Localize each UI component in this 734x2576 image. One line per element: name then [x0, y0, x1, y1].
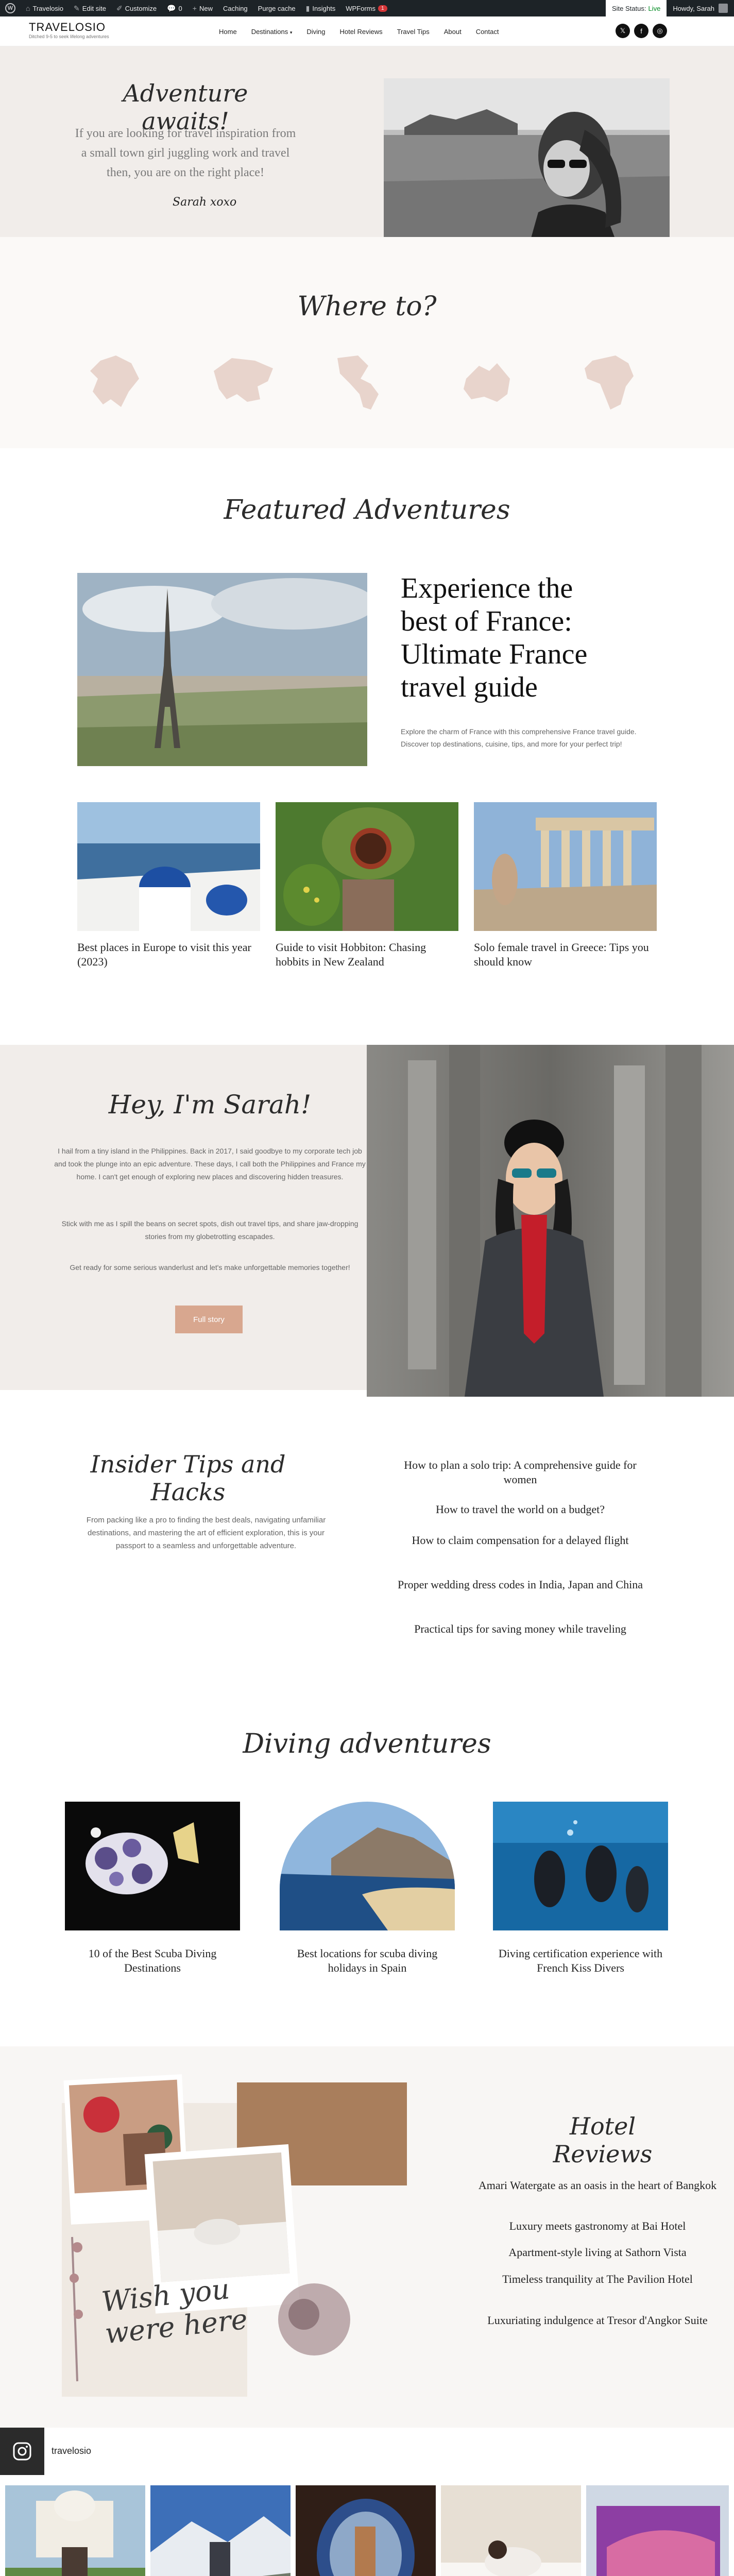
site-status[interactable]: Site Status: Live	[606, 0, 667, 16]
hero-section	[0, 46, 734, 237]
admin-bar	[0, 0, 734, 16]
main-nav	[219, 28, 499, 36]
admin-account[interactable]: Howdy, Sarah	[667, 0, 734, 16]
dive-image-spain[interactable]	[280, 1802, 455, 1930]
africa-map-icon[interactable]	[579, 350, 641, 412]
nav-diving[interactable]: Diving	[306, 28, 326, 36]
comment-icon: 💬	[167, 4, 176, 12]
admin-site-name[interactable]: ⌂ Travelosio	[26, 4, 63, 12]
hotel-link-amari[interactable]: Amari Watergate as an oasis in the heart of Bangkok	[478, 2179, 717, 2192]
instagram-profile-icon[interactable]	[0, 2428, 44, 2475]
tip-link-wedding[interactable]: Proper wedding dress codes in India, Japan and China	[398, 1578, 643, 1591]
card-image-hobbiton[interactable]	[276, 802, 458, 931]
dive-title-spain[interactable]: Best locations for scuba diving holidays in Spain	[297, 1947, 438, 1974]
instagram-handle[interactable]: travelosio	[52, 2446, 92, 2456]
instagram-icon[interactable]: ◎	[653, 24, 667, 38]
admin-wpforms[interactable]: WPForms 1	[340, 0, 392, 16]
hotel-link-tresor[interactable]: Luxuriating indulgence at Tresor d'Angkor Suite	[487, 2314, 708, 2327]
admin-wp-logo[interactable]	[0, 0, 21, 16]
instagram-feed	[0, 2428, 734, 2482]
plus-icon: +	[192, 4, 197, 12]
full-story-button[interactable]: Full story	[175, 1306, 243, 1333]
card-title-greece[interactable]: Solo female travel in Greece: Tips you should know	[474, 941, 649, 968]
dive-image-certification[interactable]	[493, 1802, 668, 1930]
instagram-post[interactable]	[586, 2485, 729, 2576]
dive-title-certification[interactable]: Diving certification experience with French Kiss Divers	[498, 1947, 663, 1974]
where-to-title: Where to?	[297, 291, 437, 322]
featured-main-excerpt: Explore the charm of France with this comprehensive France travel guide. Discover top destinations, cuisine, tips, and more for your perfect trip!	[401, 727, 637, 748]
admin-purge-cache[interactable]: Purge cache	[258, 4, 296, 12]
hero-text: If you are looking for travel inspiration from a small town girl juggling work and travel then, you are on the right place!	[75, 127, 296, 179]
admin-insights[interactable]: ▮ Insights	[305, 4, 336, 12]
tip-link-solo-trip[interactable]: How to plan a solo trip: A comprehensive guide for women	[404, 1459, 637, 1486]
card-image-greece[interactable]	[474, 802, 657, 931]
hotel-link-bai[interactable]: Luxury meets gastronomy at Bai Hotel	[509, 2219, 686, 2232]
asia-map-icon[interactable]	[209, 350, 276, 412]
tip-link-saving[interactable]: Practical tips for saving money while traveling	[414, 1622, 626, 1635]
hotel-section	[0, 2046, 734, 2428]
card-title-europe[interactable]: Best places in Europe to visit this year (2023)	[77, 941, 251, 968]
admin-edit-site[interactable]: ✎ Edit site	[73, 4, 106, 12]
nav-destinations[interactable]: Destinations ▾	[251, 28, 293, 36]
about-paragraph-1: I hail from a tiny island in the Philippines. Back in 2017, I said goodbye to my corporate tech job and took the plunge into an epic adventure. These days, I call both the Philippines and France my home. I can't get enough of exploring new places and discovering hidden treasures.	[54, 1147, 366, 1181]
nav-home[interactable]: Home	[219, 28, 237, 36]
home-icon: ⌂	[26, 4, 30, 12]
facebook-icon[interactable]: f	[634, 24, 648, 38]
avatar	[719, 4, 728, 13]
admin-comments[interactable]: 💬 0	[167, 4, 182, 12]
nav-contact[interactable]: Contact	[475, 28, 499, 36]
site-status-value: Live	[648, 4, 661, 12]
featured-main-title[interactable]: Experience the best of France: Ultimate France travel guide	[401, 572, 588, 703]
wordpress-icon: W	[5, 3, 15, 13]
nav-hotel-reviews[interactable]: Hotel Reviews	[339, 28, 383, 36]
card-title-hobbiton[interactable]: Guide to visit Hobbiton: Chasing hobbits in New Zealand	[276, 941, 426, 968]
dive-image-scuba[interactable]	[65, 1802, 240, 1930]
edit-icon: ✎	[73, 4, 80, 12]
nav-travel-tips[interactable]: Travel Tips	[397, 28, 430, 36]
hotel-collage	[62, 2072, 422, 2407]
instagram-post[interactable]	[5, 2485, 145, 2576]
twitter-icon[interactable]: 𝕏	[616, 24, 630, 38]
site-logo[interactable]: TRAVELOSIO	[29, 21, 106, 33]
wpforms-badge: 1	[378, 5, 387, 12]
instagram-post[interactable]	[150, 2485, 291, 2576]
tip-link-budget[interactable]: How to travel the world on a budget?	[435, 1503, 605, 1516]
site-tagline: Ditched 9-5 to seek lifelong adventures	[29, 34, 109, 39]
site-header	[0, 16, 734, 46]
hero-title: Adventure awaits!	[123, 79, 248, 135]
nav-about[interactable]: About	[443, 28, 462, 36]
hotel-title: Hotel Reviews	[553, 2112, 653, 2168]
chart-icon: ▮	[305, 4, 310, 12]
header-social	[616, 24, 667, 38]
tip-link-compensation[interactable]: How to claim compensation for a delayed flight	[412, 1534, 629, 1547]
diving-title: Diving adventures	[243, 1728, 491, 1759]
hero-signature: Sarah xoxo	[173, 196, 237, 209]
hotel-link-pavilion[interactable]: Timeless tranquility at The Pavilion Hotel	[502, 2273, 693, 2285]
admin-caching[interactable]: Caching	[223, 4, 248, 12]
where-to-section	[0, 237, 734, 448]
instagram-post[interactable]	[296, 2485, 436, 2576]
card-image-europe[interactable]	[77, 802, 260, 931]
australia-map-icon[interactable]	[456, 350, 518, 412]
tips-text: From packing like a pro to finding the best deals, navigating unfamiliar destinations, and mastering the art of efficient exploration, this is your passport to a seamless and unforgettable adventure.	[86, 1516, 326, 1550]
europe-map-icon[interactable]	[85, 350, 147, 412]
americas-map-icon[interactable]	[330, 350, 391, 412]
featured-main-image[interactable]	[77, 573, 367, 766]
about-paragraph-2: Stick with me as I spill the beans on secret spots, dish out travel tips, and share jaw-dropping stories from my globetrotting escapades.	[61, 1219, 359, 1241]
chevron-down-icon: ▾	[289, 30, 293, 35]
hotel-link-sathorn[interactable]: Apartment-style living at Sathorn Vista	[508, 2246, 687, 2259]
admin-new[interactable]: + New	[192, 4, 213, 12]
instagram-post[interactable]	[441, 2485, 581, 2576]
collage-text: Wish you were here	[100, 2272, 249, 2350]
about-photo	[367, 1045, 734, 1397]
dive-title-scuba[interactable]: 10 of the Best Scuba Diving Destinations	[88, 1947, 217, 1974]
about-paragraph-3: Get ready for some serious wanderlust and let's make unforgettable memories together!	[70, 1263, 350, 1272]
featured-title: Featured Adventures	[224, 495, 510, 526]
tips-title: Insider Tips and Hacks	[90, 1450, 286, 1506]
admin-customize[interactable]: ✐ Customize	[116, 4, 157, 12]
brush-icon: ✐	[116, 4, 123, 12]
about-title: Hey, I'm Sarah!	[108, 1090, 312, 1120]
